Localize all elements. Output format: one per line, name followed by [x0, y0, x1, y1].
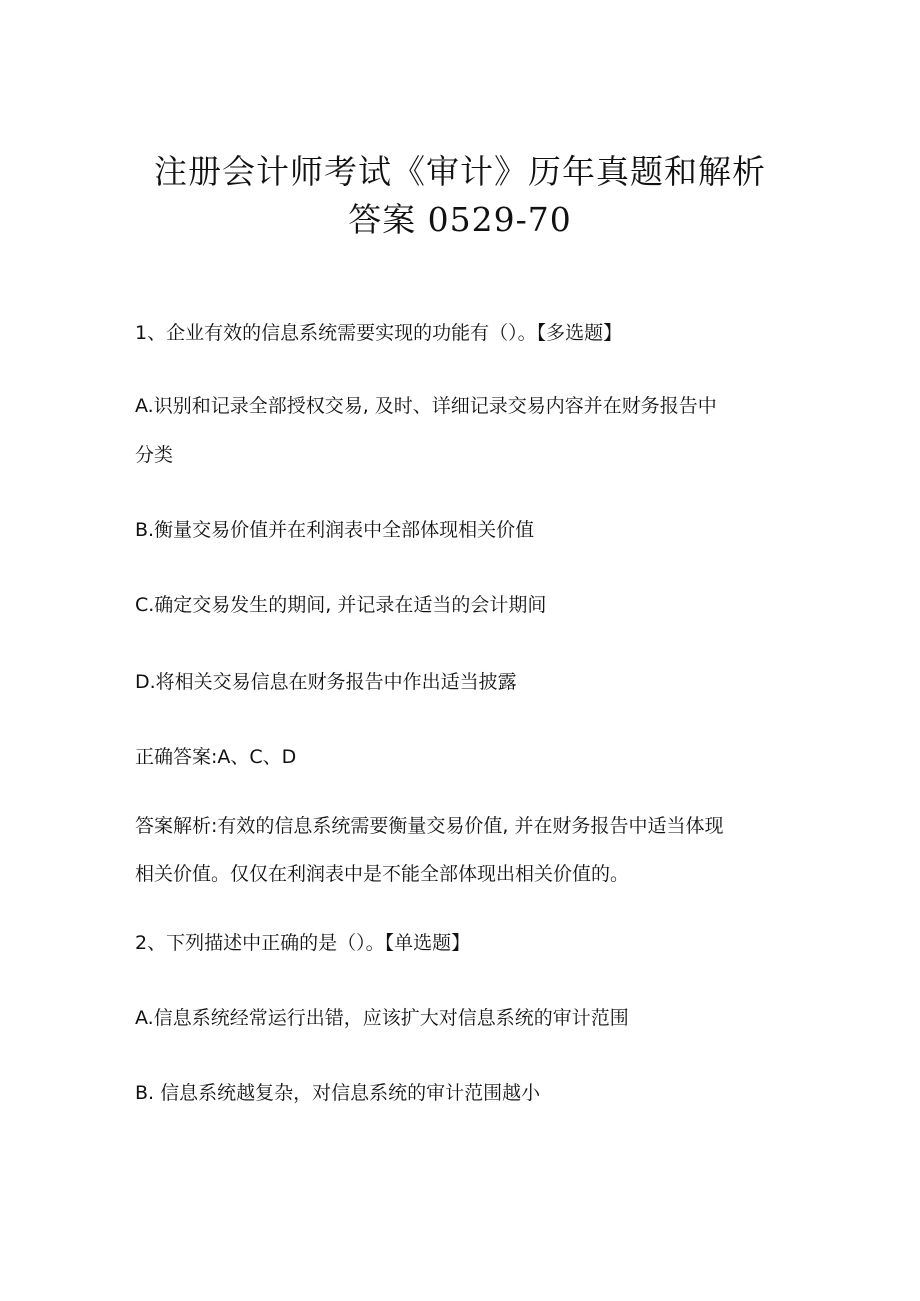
- question-1-explanation-line-2: 相关价值。仅仅在利润表中是不能全部体现出相关价值的。: [135, 863, 630, 885]
- question-1-explanation-line-1: 答案解析:有效的信息系统需要衡量交易价值, 并在财务报告中适当体现: [135, 815, 724, 837]
- question-2-option-a: A.信息系统经常运行出错，应该扩大对信息系统的审计范围: [135, 1007, 629, 1029]
- title-line-2: 答案 0529-70: [348, 200, 572, 239]
- question-2-option-b: B. 信息系统越复杂，对信息系统的审计范围越小: [135, 1082, 541, 1104]
- question-1-option-a-line-2: 分类: [135, 444, 174, 466]
- document-title: [0, 148, 920, 244]
- question-1-option-d: D.将相关交易信息在财务报告中作出适当披露: [135, 671, 517, 693]
- question-1-option-c: C.确定交易发生的期间, 并记录在适当的会计期间: [135, 594, 547, 616]
- question-1-option-b: B.衡量交易价值并在利润表中全部体现相关价值: [135, 519, 535, 541]
- question-1-option-a-line-1: A.识别和记录全部授权交易, 及时、详细记录交易内容并在财务报告中: [135, 395, 717, 417]
- question-2-stem: 2、下列描述中正确的是（）。【单选题】: [135, 932, 471, 954]
- question-1-answer: 正确答案:A、C、D: [135, 746, 297, 768]
- title-line-1: 注册会计师考试《审计》历年真题和解析: [154, 152, 766, 191]
- question-1-stem: 1、企业有效的信息系统需要实现的功能有（）。【多选题】: [135, 322, 623, 344]
